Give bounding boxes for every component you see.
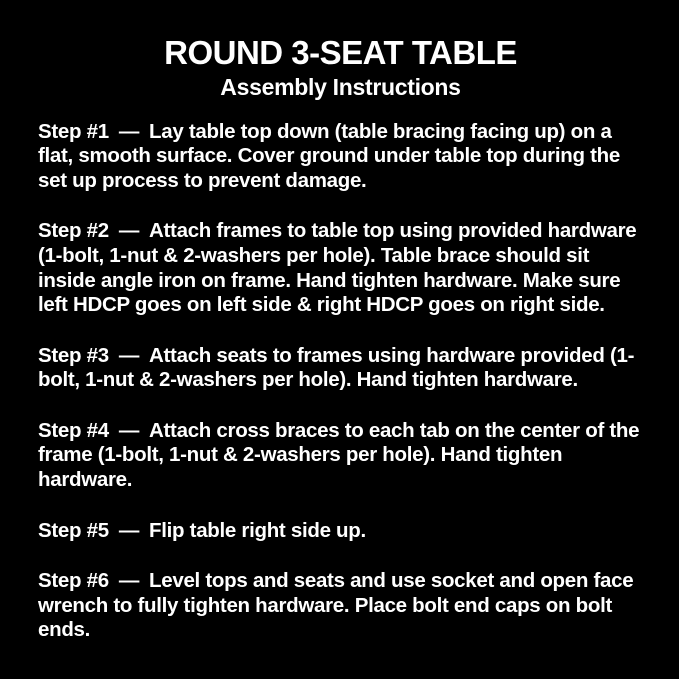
step-5 [38, 519, 643, 544]
step-4 [38, 419, 643, 493]
step-1-text: Lay table top down (table bracing facing up) on a flat, smooth surface. Cover ground under table top during the set up process to prevent damage. [38, 119, 620, 192]
step-6-label: Step #6 [38, 569, 109, 593]
step-4-separator: — [118, 418, 140, 442]
page-title: ROUND 3-SEAT TABLE [164, 34, 517, 71]
step-2-label: Step #2 [38, 219, 109, 243]
step-6-separator: — [118, 569, 140, 593]
step-1-separator: — [118, 119, 140, 143]
step-2-text: Attach frames to table top using provided hardware (1-bolt, 1-nut & 2-washers per hole). Table brace should sit inside angle iron on frame. Hand tighten hardware. Make sure left HDCP goes on left side & right HDCP goes on right side. [38, 219, 637, 317]
step-1-label: Step #1 [38, 119, 109, 143]
step-3-text: Attach seats to frames using hardware provided (1-bolt, 1-nut & 2-washers per hole). Hand tighten hardware. [38, 343, 635, 392]
step-5-text: Flip table right side up. [149, 518, 366, 542]
step-3 [38, 344, 643, 393]
step-3-label: Step #3 [38, 343, 109, 367]
step-5-label: Step #5 [38, 518, 109, 542]
step-2-separator: — [118, 219, 140, 243]
step-6-text: Level tops and seats and use socket and open face wrench to fully tighten hardware. Place bolt end caps on bolt ends. [38, 569, 634, 642]
page-subtitle: Assembly Instructions [220, 73, 461, 100]
step-4-text: Attach cross braces to each tab on the center of the frame (1-bolt, 1-nut & 2-washers per hole). Hand tighten hardware. [38, 418, 640, 492]
step-6 [38, 569, 643, 643]
header [38, 34, 643, 102]
step-2 [38, 219, 643, 317]
steps-list [38, 120, 643, 644]
step-3-separator: — [118, 343, 140, 367]
step-4-label: Step #4 [38, 418, 109, 442]
step-5-separator: — [118, 518, 140, 542]
step-1 [38, 120, 643, 194]
